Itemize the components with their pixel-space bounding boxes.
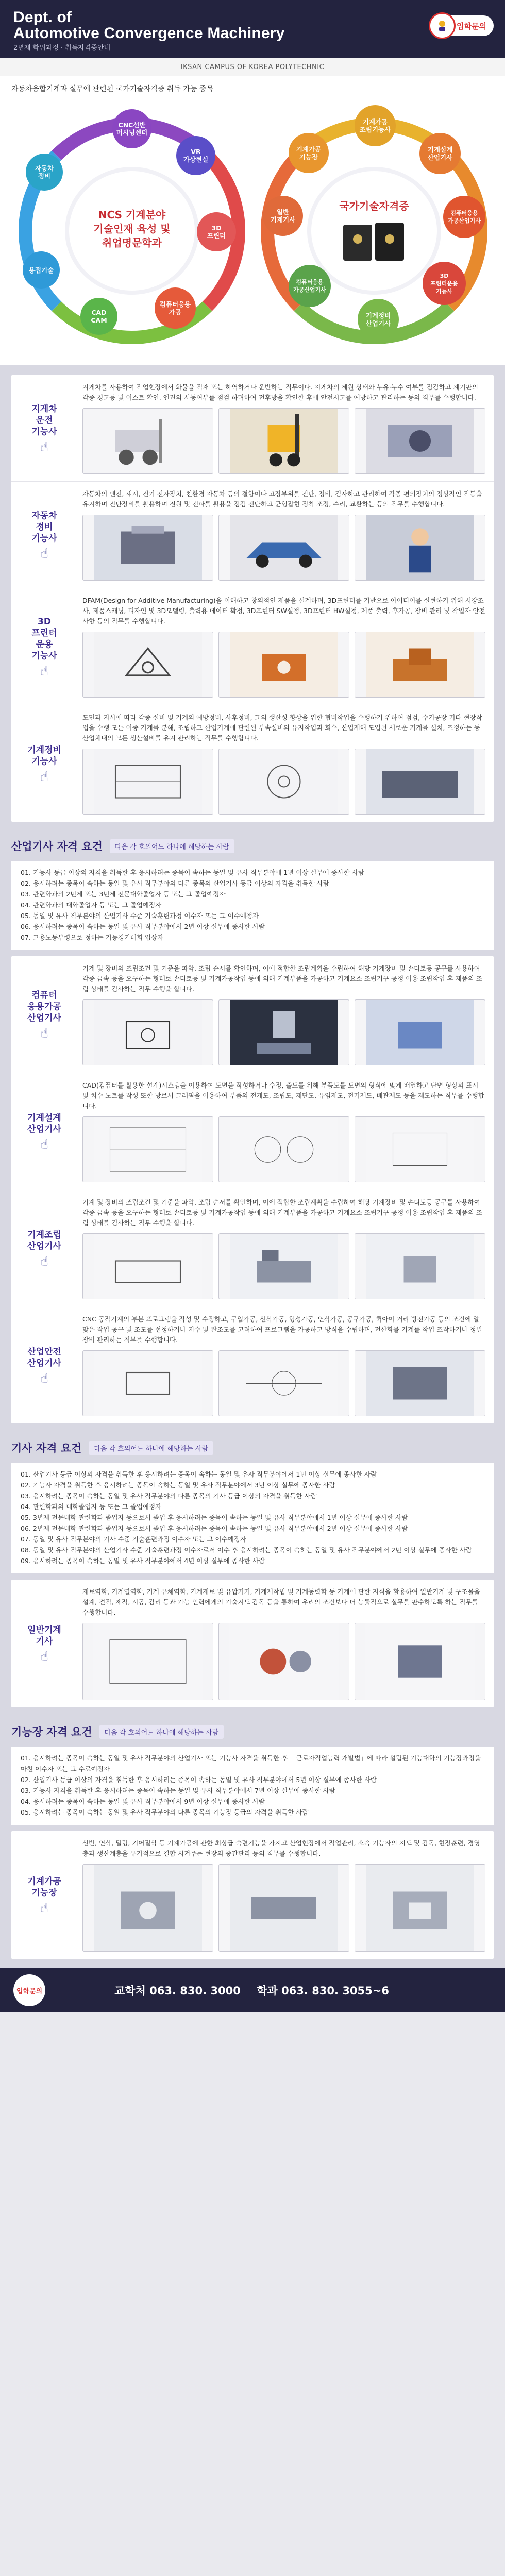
right-node-1: 기계설계 산업기사	[419, 133, 461, 174]
certificates-basic-panel	[0, 375, 505, 831]
section-title-text: 기사 자격 요건	[11, 1442, 82, 1454]
list-item: 05. 동일 및 유사 직무분야의 산업기사 수준 기술훈련과정 이수자 또는 그 이수예정자	[21, 912, 259, 920]
left-node-5: 용접기술	[23, 251, 60, 289]
school-name: IKSAN CAMPUS OF KOREA POLYTECHNIC	[180, 63, 325, 71]
right-node-2: 컴퓨터응용 가공산업기사	[443, 196, 485, 238]
cert-body	[77, 705, 494, 822]
cert-figures	[82, 408, 485, 474]
contact-phone	[102, 1982, 389, 1998]
industrial-panel	[0, 861, 505, 1433]
section-title-text: 기능장 자격 요건	[11, 1726, 92, 1738]
cert-body	[77, 1307, 494, 1423]
cert-figures	[82, 1233, 485, 1299]
cert-label-text: 3D 프린터 운용 기능사	[31, 617, 57, 661]
cert-label-text: 기계조립 산업기사	[27, 1230, 61, 1251]
hand-pointer-icon: ☝	[40, 439, 48, 455]
cad-part-figure	[82, 999, 213, 1065]
cert-label	[11, 375, 77, 481]
cnc-part-figure	[82, 1350, 213, 1416]
machined-part-figure	[82, 1864, 213, 1952]
cert-description: 도면과 지시에 따라 각종 설비 및 기계의 예방정비, 사후정비, 그외 생산성 향상을 위한 협비작업을 수행하기 위하여 점검, 수거공장 기타 현장작업을 수행 모든 이종 기계를 분해, 조립하고 산업기계에 관련된 부속설비의 유지작업과 회수, 산업재해 도입된 새로운 기계를 설치, 조정하는 등 산업체내의 모든 생산설비를 유지 관리하는 직무를 수행합니다.	[82, 714, 482, 742]
list-item: 01. 기능사 등급 이상의 자격을 취득한 후 응시하려는 종목이 속하는 동일 및 유사 직무분야에 1년 이상 실무에 종사한 사람	[21, 869, 364, 876]
cert-row	[11, 1831, 494, 1959]
cert-row	[11, 1190, 494, 1307]
intro-note: 자동차융합기계과 실무에 관련된 국가기술자격증 취득 가능 종목	[11, 85, 213, 93]
forklift-diagram-figure	[82, 408, 213, 474]
section-tag: 다음 각 호의어느 하나에 해당하는 사람	[99, 1725, 224, 1739]
3d-print-figure	[355, 632, 485, 698]
right-center-title: 국가기술자격증	[339, 200, 409, 212]
industrial-section-title	[0, 831, 505, 861]
detail-drawing-figure	[355, 1116, 485, 1182]
list-item: 01. 산업기사 등급 이상의 자격을 취득한 후 응시하려는 종목이 속하는 동일 및 유사 직무분야에서 1년 이상 실무에 종사한 사람	[21, 1470, 377, 1478]
section-tag: 다음 각 호의어느 하나에 해당하는 사람	[110, 839, 234, 853]
section-title-text: 산업기사 자격 요건	[11, 840, 103, 853]
gear-drawing-figure	[218, 749, 349, 815]
engineer-requirements-list	[11, 1463, 494, 1573]
cert-description: 지게차를 사용하여 작업현장에서 화물을 적재 또는 하역하거나 운반하는 직무이다. 지게차의 제원 상태와 누유·누수 여부를 점검하고 계기판의 각종 경고등 및 이스트 확인. 엔진의 시동여부를 점검 하며하여 전후방을 확인한 후에 안전시고를 예방하고 관리하는 등의 직무를 수행합니다.	[82, 383, 478, 401]
assembly-drawing-figure	[218, 1116, 349, 1182]
list-item: 03. 응시하려는 종목이 속하는 동일 및 유사 직무분야의 다른 종목의 기사 등급 이상의 자격을 취득한 사람	[21, 1492, 317, 1500]
cert-body	[77, 1831, 494, 1959]
list-item: 07. 고용노동부령으로 정하는 기능경기대회 입상자	[21, 934, 164, 941]
left-node-3: 컴퓨터응용가공	[155, 287, 196, 329]
cert-figures	[82, 1116, 485, 1182]
right-node-6: 일반 기계기사	[263, 196, 303, 236]
left-node-1: VR 가상현실	[176, 136, 215, 175]
drawing-sheet-figure	[82, 1116, 213, 1182]
list-item: 01. 응시하려는 종목이 속하는 동일 및 유사 직무분야의 산업기사 또는 기능사 자격을 취득한 후 「근로자직업능력 개발법」에 따라 설립된 기능대학의 기능장과정을 마친 이수자 또는 그 수료예정자	[21, 1754, 481, 1773]
cert-row	[11, 1307, 494, 1423]
cert-description: CNC 공작기계의 부분 프로그램을 작성 및 수정하고, 구입가공, 선삭가공, 형성가공, 연삭가공, 공구가공, 퀵아이 거리 방전가공 등의 조건에 알맞은 작업 공구 및 조도를 선정하거나 지수 및 완조도를 고려하여 프로그램을 가공하고 방식을 수립하며, 전산화를 기계를 작업 조작하거나 정밀 장비 관리하는 직무를 수행합니다.	[82, 1315, 482, 1344]
cert-label-text: 자동차 정비 기능사	[31, 511, 57, 544]
list-item: 02. 기능사 자격을 취득한 후 응시하려는 종목이 속하는 동일 및 유사 직무분야에서 3년 이상 실무에 종사한 사람	[21, 1481, 335, 1489]
list-item: 02. 응시하려는 종목이 속하는 동일 및 유사 직무분야의 다른 종목의 산업기사 등급 이상의 자격을 취득한 사람	[21, 879, 329, 887]
master-requirements-list	[11, 1747, 494, 1825]
general-machine-parts-figure	[218, 1623, 349, 1700]
cert-label	[11, 1580, 77, 1707]
master-card	[11, 1831, 494, 1959]
cert-description: DFAM(Design for Additive Manufacturing)을 이해하고 창의적인 제품을 설계하며, 3D프린터를 기반으로 아이디어를 실현하기 위해 시장조사, 제품스캐닝, 디자인 및 3D모델링, 출력용 데이터 확정, 3D프린터 SW설정, 3D프린터 HW설정, 제품 출력, 후가공, 장비 관리 및 작업자 안전사항 등의 직무를 수행합니다.	[82, 597, 485, 625]
cert-body	[77, 375, 494, 481]
industrial-requirements-list	[11, 861, 494, 950]
machining-figure	[218, 999, 349, 1065]
dept-phone: 학과 063. 830. 3055~6	[257, 1985, 389, 1997]
cert-label	[11, 1190, 77, 1307]
title-line-2: Automotive Convergence Machinery	[13, 25, 285, 42]
cert-body	[77, 956, 494, 1073]
right-node-5: 컴퓨터응용 가공산업기사	[289, 265, 331, 307]
certificate-icon	[340, 221, 407, 263]
maintenance-figure	[355, 749, 485, 815]
cert-description: 기계 및 장비의 조립조건 및 기준을 파악, 조립 순서를 확인하며, 이에 적합한 조립계획을 수립하여 해당 기계장비 및 손디토등 공구를 사용하여 각종 금속 등을 요구하는 형태로 손디토등 및 기계가공작업 등에 의해 기계부품을 가공하고 기계요소 조립기구 공정 이용 조립작업 후 제품의 조립 상태를 검사하는 직무 수행을 합니다.	[82, 1198, 482, 1227]
list-item: 02. 산업기사 등급 이상의 자격을 취득한 후 응시하려는 종목이 속하는 동일 및 유사 직무분야에서 5년 이상 실무에 종사한 사람	[21, 1776, 377, 1784]
vise-part-figure	[355, 1233, 485, 1299]
car-service-figure	[218, 515, 349, 581]
list-item: 04. 관련학과의 대학졸업자 등 또는 그 졸업예정자	[21, 1503, 162, 1511]
hand-pointer-icon: ☝	[40, 1026, 48, 1041]
cert-body	[77, 588, 494, 705]
list-item: 03. 기능사 자격을 취득한 후 응시하려는 종목이 속하는 동일 및 유사 직무분야에서 7년 이상 실무에 종사한 사람	[21, 1787, 335, 1794]
cert-label	[11, 1307, 77, 1423]
list-item: 08. 동일 및 유사 직무분야의 산업기사 수준 기술훈련과정 이수자로서 이수 후 응시하려는 종목이 속하는 동일 및 유사 직무분야에서 2년 이상 실무에 종사한 사람	[21, 1546, 472, 1554]
list-item: 03. 관련학과의 2년제 또는 3년제 전문대학졸업자 등 또는 그 졸업예정자	[21, 890, 226, 898]
3d-part-figure	[218, 632, 349, 698]
forklift-controls-figure	[355, 408, 485, 474]
cert-figures	[82, 1864, 485, 1952]
cert-figures	[82, 1623, 485, 1700]
vise-drawing-figure	[82, 1233, 213, 1299]
cert-label	[11, 1831, 77, 1959]
engineer-section-title	[0, 1433, 505, 1463]
general-machine-drawing-figure	[82, 1623, 213, 1700]
master-panel	[0, 1747, 505, 1968]
cert-description: CAD(컴퓨터를 활용한 설계)시스템을 이용하여 도면을 작성하거나 수정, 출도를 위해 부품도를 도면의 형식에 맞게 배열하고 단면 형상의 표시 및 치수 노트를 작성 또한 방르서 그래픽을 이용하여 부품의 전개도, 조립도, 제단도, 유임제도, 전기제도, 배관제도 등을 제도하는 직무를 수행합니다.	[82, 1081, 484, 1110]
milled-part-figure	[355, 1864, 485, 1952]
right-node-3: 3D 프린터운용 기능사	[423, 262, 466, 305]
list-item: 06. 2년제 전문대학 관련학과 졸업자 등으로서 졸업 후 응시하려는 종목이 속하는 동일 및 유사 직무분야에서 2년 이상 실무에 종사한 사람	[21, 1524, 408, 1532]
cad-screen-figure	[355, 999, 485, 1065]
list-item: 07. 동일 및 유사 직무분야의 기사 수준 기술훈련과정 이수자 또는 그 이수예정자	[21, 1535, 246, 1543]
list-item: 05. 3년제 전문대학 관련학과 졸업자 등으로서 졸업 후 응시하려는 종목이 속하는 동일 및 유사 직무분야에서 1년 이상 실무에 종사한 사람	[21, 1514, 408, 1521]
cert-label-text: 일반기계 기사	[27, 1625, 61, 1647]
cert-figures	[82, 749, 485, 815]
footer-consult-button[interactable]	[13, 1974, 45, 2006]
header-subtitle: 2년제 학위과정 · 취득자격증안내	[13, 44, 111, 52]
list-item: 09. 응시하려는 종목이 속하는 동일 및 유사 직무분야에서 4년 이상 실무에 종사한 사람	[21, 1557, 265, 1565]
cert-figures	[82, 999, 485, 1065]
footer-consult-label: 입학문의	[16, 1987, 43, 1995]
cert-label-text: 컴퓨터 응용가공 산업기사	[27, 990, 61, 1023]
cert-description: 재료역학, 기계열역학, 기계 유체역학, 기계재료 및 유압기기, 기계제작법 및 기계동력학 등 기계에 관한 지식을 활용하여 일반기계 및 구조물을 설계, 견적, 제작, 시공, 감리 등과 가능 인력에게의 기술지도 감독 등을 통하여 우리의 조건보다 더 능률적으로 실무를 판수하도록 하는 직무를 수행합니다.	[82, 1588, 480, 1616]
machine-diagram-figure	[82, 749, 213, 815]
title-line-1: Dept. of	[13, 9, 72, 26]
consult-icon	[429, 12, 456, 39]
hand-pointer-icon: ☝	[40, 1254, 48, 1269]
cnc-drawing-figure	[218, 1350, 349, 1416]
cert-description: 선반, 연삭, 밀링, 기어절삭 등 기계가공에 관한 최상급 숙련기능을 가지고 산업현장에서 작업관리, 소속 기능자의 지도 및 감독, 현장훈련, 경영층과 생산계층을 유기적으로 결합 시켜주는 현장의 중간관리 등의 직무를 수행합니다.	[82, 1839, 480, 1857]
cert-row	[11, 956, 494, 1073]
cert-description: 자동차의 엔진, 섀시, 전기 전자장치, 친환경 자동차 등의 결함이나 고장부위를 진단, 정비, 검사하고 관리하여 각종 편의장치의 정상작인 작동을 유지하며 진단장비를 활용하며 전원 및 전파를 활용을 점검 진단하고 균형잡힌 정착 조정, 수리, 교환하는 등의 직무를 수행합니다.	[82, 490, 482, 508]
engine-figure	[82, 515, 213, 581]
right-node-7: 기계가공 기능장	[289, 133, 329, 173]
cert-label	[11, 588, 77, 705]
hand-pointer-icon: ☝	[40, 1137, 48, 1153]
cert-label-text: 기계정비 기능사	[27, 745, 61, 767]
cert-row	[11, 1580, 494, 1707]
hand-pointer-icon: ☝	[40, 1371, 48, 1386]
left-node-4: CAD CAM	[80, 298, 117, 335]
vise-model-figure	[218, 1233, 349, 1299]
lathe-part-figure	[218, 1864, 349, 1952]
list-item: 05. 응시하려는 종목이 속하는 동일 및 유사 직무분야의 다른 종목의 기능장 등급의 자격을 취득한 사람	[21, 1808, 309, 1816]
admin-phone: 교학처 063. 830. 3000	[114, 1985, 241, 1997]
admission-consult-button[interactable]	[433, 15, 494, 36]
cert-label	[11, 482, 77, 588]
cert-row	[11, 705, 494, 822]
hand-pointer-icon: ☝	[40, 546, 48, 562]
cert-label-text: 기계설계 산업기사	[27, 1113, 61, 1134]
cnc-machine-figure	[355, 1350, 485, 1416]
left-node-0: CNC선반 머시닝센터	[112, 109, 152, 148]
cert-body	[77, 482, 494, 588]
left-node-6: 자동차 정비	[26, 154, 63, 191]
hand-pointer-icon: ☝	[40, 769, 48, 785]
cert-row	[11, 588, 494, 705]
mechanic-figure	[355, 515, 485, 581]
cert-label-text: 지게차 운전 기능사	[31, 404, 57, 437]
cert-label	[11, 956, 77, 1073]
cert-label	[11, 705, 77, 822]
page-title	[13, 9, 285, 41]
master-section-title	[0, 1717, 505, 1747]
cert-body	[77, 1580, 494, 1707]
cert-row	[11, 1073, 494, 1190]
cert-body	[77, 1073, 494, 1190]
hand-pointer-icon: ☝	[40, 1649, 48, 1665]
cert-row	[11, 375, 494, 482]
list-item: 06. 응시하려는 종목이 속하는 동일 및 유사 직무분야에서 2년 이상 실무에 종사한 사람	[21, 923, 265, 930]
header	[0, 0, 505, 58]
school-band	[0, 58, 505, 76]
footer	[0, 1968, 505, 2012]
consult-label: 입학문의	[457, 21, 486, 31]
engineer-panel	[0, 1463, 505, 1717]
hand-pointer-icon: ☝	[40, 1901, 48, 1916]
right-node-4: 기계정비 산업기사	[358, 299, 399, 340]
cert-row	[11, 482, 494, 588]
forklift-photo-figure	[218, 408, 349, 474]
cert-label-text: 산업안전 산업기사	[27, 1347, 61, 1368]
3d-model-figure	[82, 632, 213, 698]
certificates-basic-card	[11, 375, 494, 822]
cert-body	[77, 1190, 494, 1307]
industrial-card	[11, 956, 494, 1423]
list-item: 04. 관련학과의 대학졸업자 등 또는 그 졸업예정자	[21, 901, 162, 909]
section-tag: 다음 각 호의어느 하나에 해당하는 사람	[89, 1441, 213, 1455]
cert-description: 기계 및 장비의 조립조건 및 기준을 파악, 조립 순서를 확인하며, 이에 적합한 조립계획을 수립하여 해당 기계장비 및 손디토등 공구를 사용하여 각종 금속 등을 요구하는 형태로 손디토등 및 기계가공작업 등에 의해 기계부품을 가공하고 기계요소 조립기구 공정 이용 조립작업 후 제품의 조립 상태를 검사하는 직무 수행을 합니다.	[82, 964, 482, 993]
cert-label	[11, 1073, 77, 1190]
left-node-2: 3D 프린터	[197, 212, 236, 251]
general-machine-model-figure	[355, 1623, 485, 1700]
list-item: 04. 응시하려는 종목이 속하는 동일 및 유사 직무분야에서 9년 이상 실무에 종사한 사람	[21, 1798, 265, 1805]
cert-figures	[82, 632, 485, 698]
cert-figures	[82, 515, 485, 581]
right-node-0: 기계가공 조립기능사	[355, 105, 396, 146]
cert-figures	[82, 1350, 485, 1416]
cert-label-text: 기계가공 기능장	[27, 1876, 61, 1898]
hand-pointer-icon: ☝	[40, 664, 48, 679]
left-center-title: NCS 기계분야 기술인재 육성 및 취업명문학과	[93, 209, 171, 249]
engineer-card	[11, 1580, 494, 1707]
